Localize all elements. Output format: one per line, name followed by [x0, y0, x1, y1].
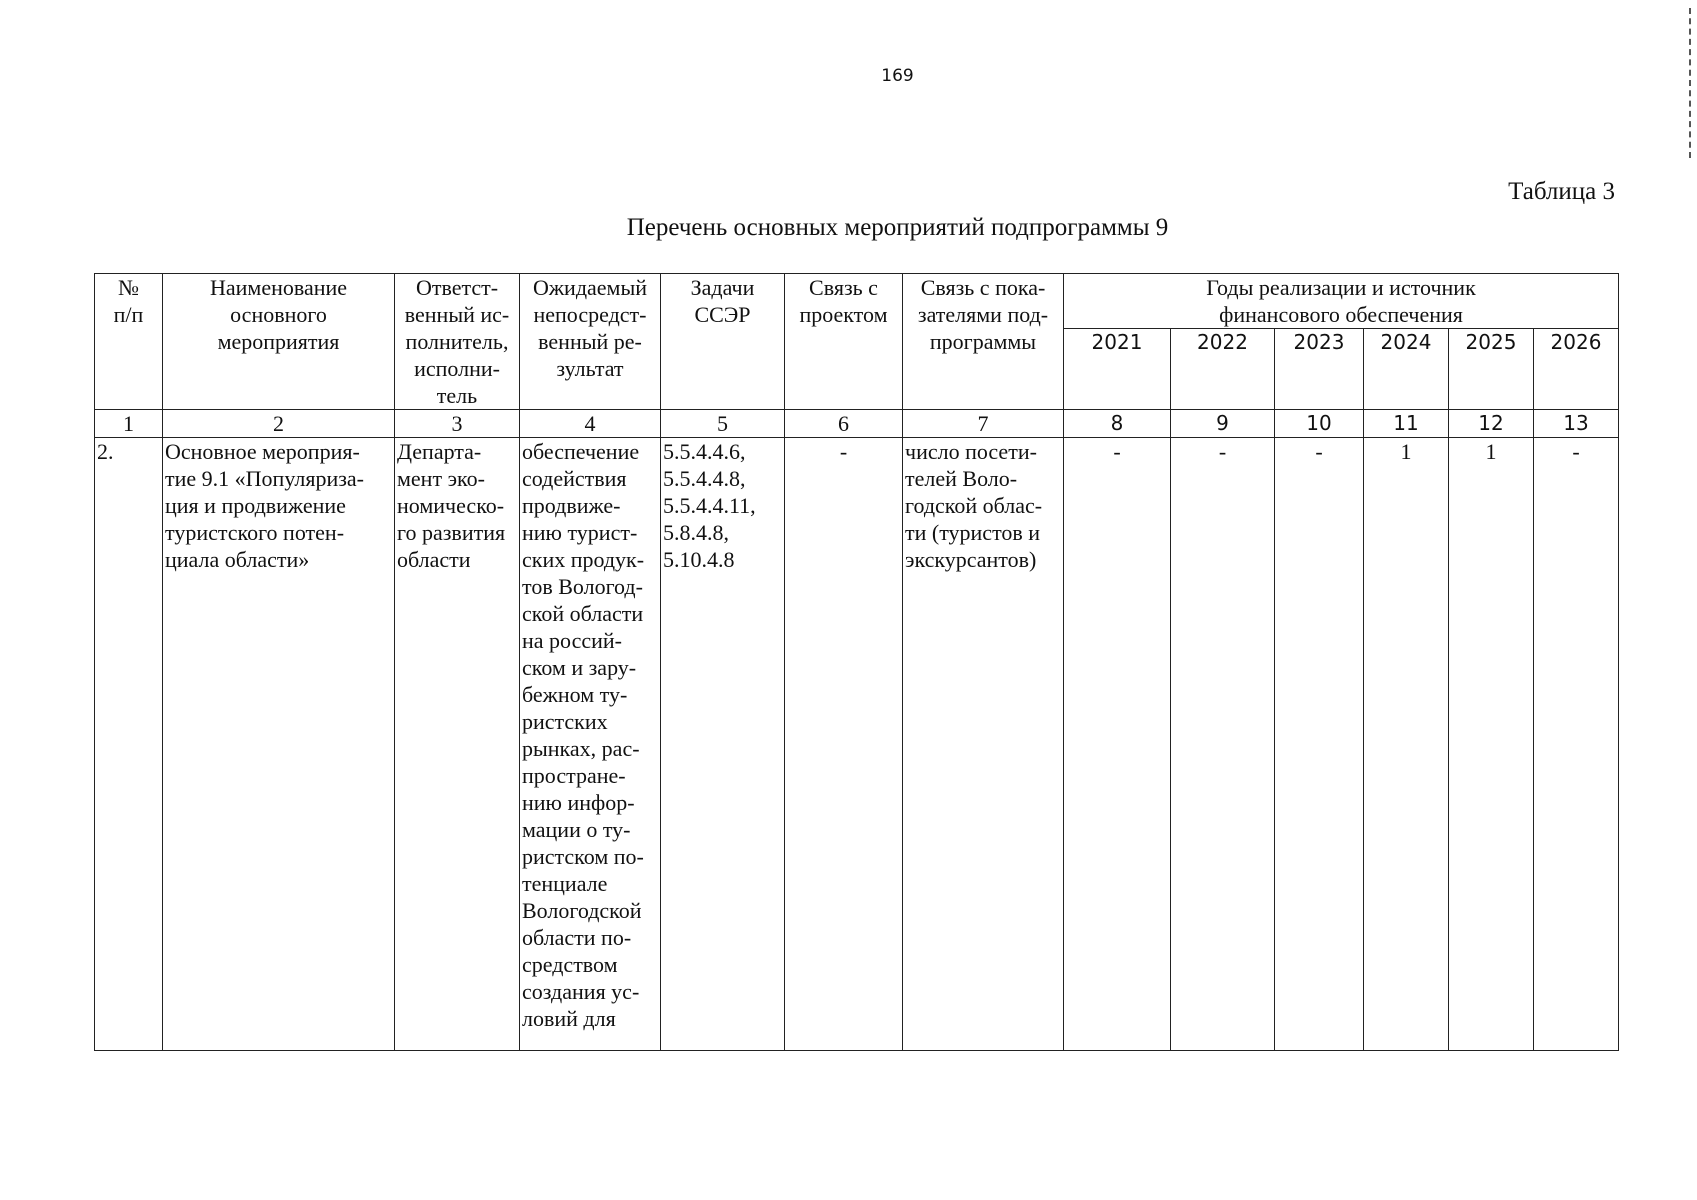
header-executor: Ответст- венный ис- полнитель, исполни- тель [395, 274, 520, 410]
header-tasks: Задачи ССЭР [661, 274, 785, 410]
header-num: № п/п [95, 274, 163, 410]
column-number: 5 [661, 410, 785, 438]
header-name: Наименование основного мероприятия [163, 274, 395, 410]
row-name: Основное мероприя- тие 9.1 «Популяриза- ция и продвижение туристского потен- циала области» [163, 438, 395, 1051]
row-project: - [785, 438, 903, 1051]
column-number: 1 [95, 410, 163, 438]
row-year-2025: 1 [1449, 438, 1534, 1051]
column-number: 13 [1534, 410, 1619, 438]
header-year-2025: 2025 [1449, 329, 1534, 410]
row-result: обеспечение содействия продвиже- нию турист- ских продук- тов Вологод- ской области на россий- ском и зару- бежном ту- ристских рынках, рас- простране- нию инфор- мации о ту- ристском по- тенциале Вологодской области по- средством создания ус- ловий для [520, 438, 661, 1051]
table-row [95, 438, 1619, 1051]
header-year-2023: 2023 [1275, 329, 1364, 410]
column-number: 2 [163, 410, 395, 438]
row-year-2021: - [1064, 438, 1171, 1051]
row-num: 2. [95, 438, 163, 1051]
column-number: 12 [1449, 410, 1534, 438]
row-executor: Департа- мент эко- номическо- го развития области [395, 438, 520, 1051]
table-title: Перечень основных мероприятий подпрограммы 9 [626, 214, 1169, 241]
row-year-2023: - [1275, 438, 1364, 1051]
row-year-2022: - [1171, 438, 1275, 1051]
row-year-2024: 1 [1364, 438, 1449, 1051]
header-year-2024: 2024 [1364, 329, 1449, 410]
scan-edge-marks [1689, 8, 1695, 158]
header-year-2021: 2021 [1064, 329, 1171, 410]
table-label: Таблица 3 [1508, 178, 1615, 205]
page-number: 169 [881, 66, 914, 86]
header-result: Ожидаемый непосредст- венный ре- зультат [520, 274, 661, 410]
column-number: 4 [520, 410, 661, 438]
column-number: 3 [395, 410, 520, 438]
header-project: Связь с проектом [785, 274, 903, 410]
row-tasks: 5.5.4.4.6, 5.5.4.4.8, 5.5.4.4.11, 5.8.4.8, 5.10.4.8 [661, 438, 785, 1051]
header-indicators: Связь с пока- зателями под- программы [903, 274, 1064, 410]
header-year-2026: 2026 [1534, 329, 1619, 410]
column-number: 8 [1064, 410, 1171, 438]
column-number: 10 [1275, 410, 1364, 438]
column-number: 6 [785, 410, 903, 438]
column-number: 7 [903, 410, 1064, 438]
activities-table [94, 273, 1619, 1051]
header-years-group: Годы реализации и источник финансового обеспечения [1064, 274, 1619, 329]
column-number: 11 [1364, 410, 1449, 438]
column-number-row [95, 410, 1619, 438]
row-year-2026: - [1534, 438, 1619, 1051]
column-number: 9 [1171, 410, 1275, 438]
header-year-2022: 2022 [1171, 329, 1275, 410]
row-indicators: число посети- телей Воло- годской облас- ти (туристов и экскурсантов) [903, 438, 1064, 1051]
